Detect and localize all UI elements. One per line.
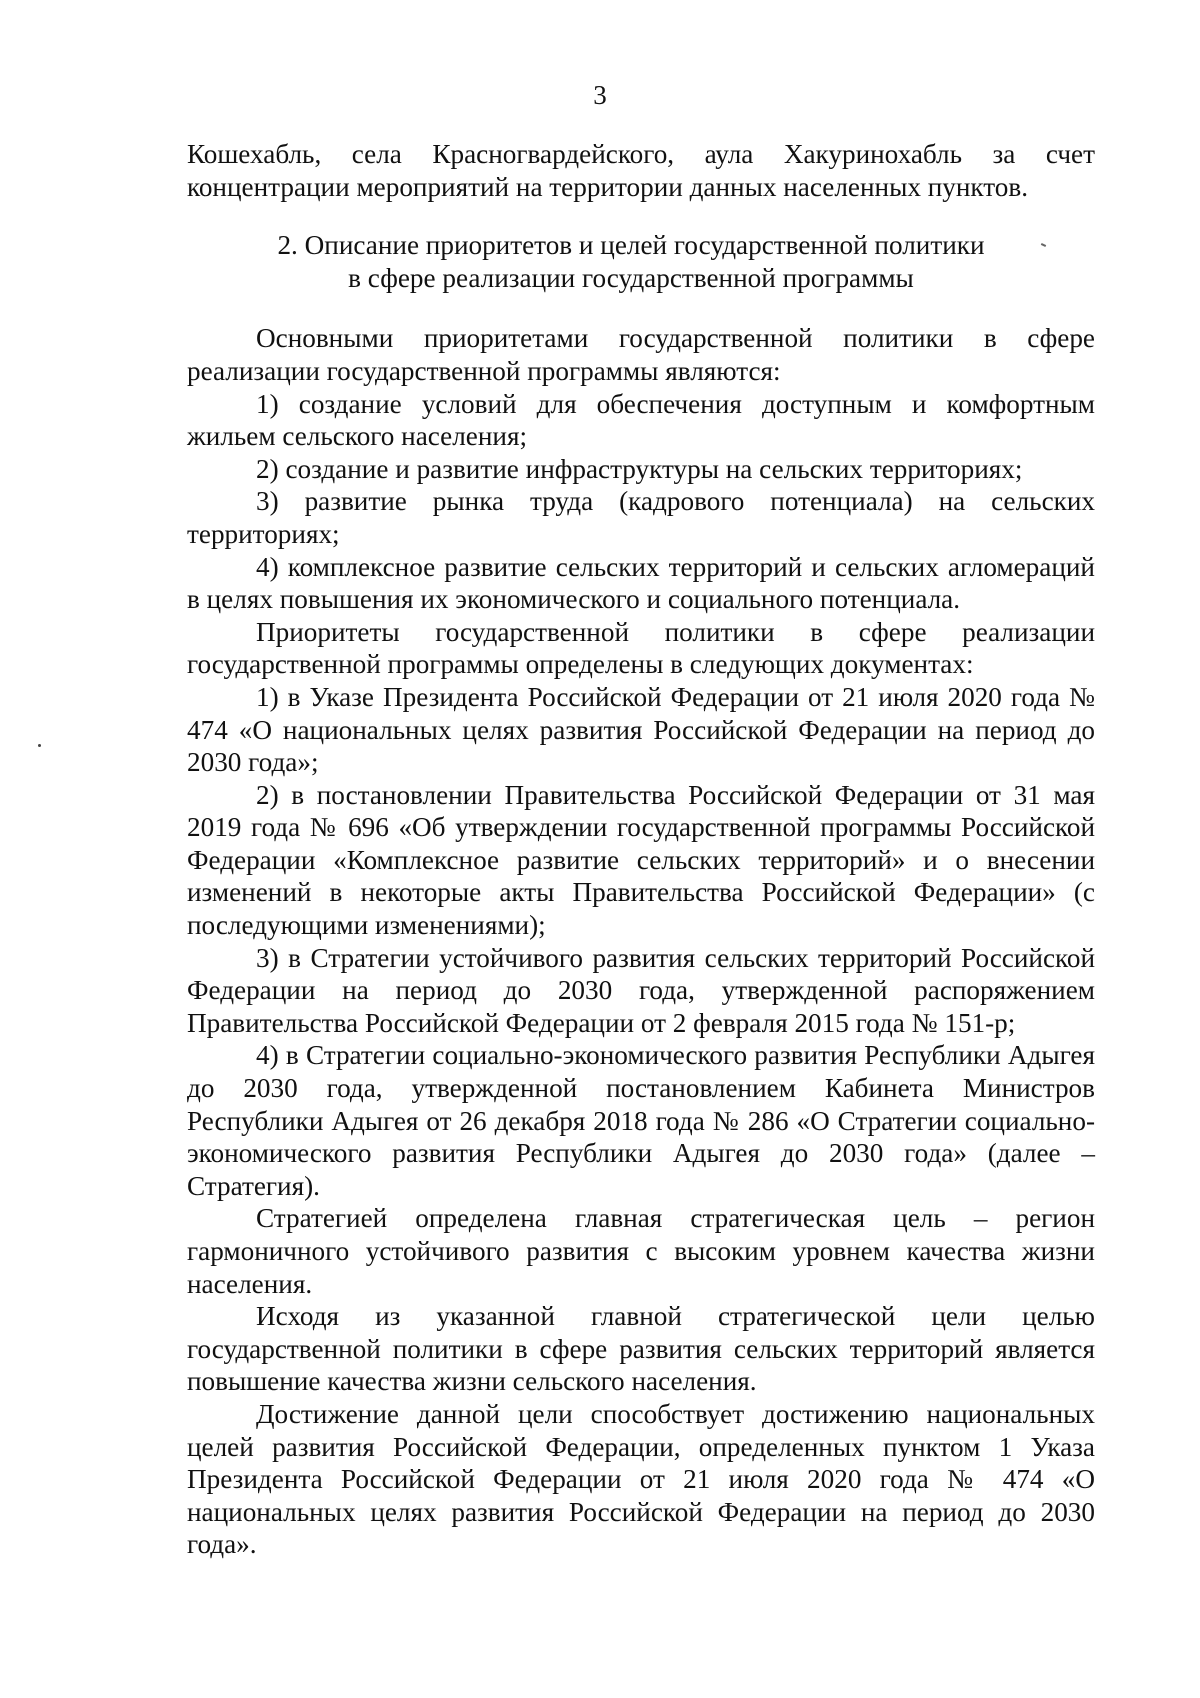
- document-item-1: 1) в Указе Президента Российской Федерации от 21 июля 2020 года № 474 «О национальных целях развития Российской Федерации на период до 2030 года»;: [187, 681, 1095, 778]
- paragraph-national-goals: Достижение данной цели способствует достижению национальных целей развития Российской Федерации, определенных пунктом 1 Указа Президента Российской Федерации от 21 июля 2020 года № 474 «О национальных целях развития Российской Федерации на период до 2030 года».: [187, 1398, 1095, 1560]
- section-heading-line-2: в сфере реализации государственной программы: [348, 262, 914, 293]
- section-heading: [187, 229, 1095, 294]
- intro-paragraph: Кошехабль, села Красногвардейского, аула Хакуринохабль за счет концентрации мероприятий на территории данных населенных пунктов.: [187, 139, 1095, 202]
- priority-item-4: 4) комплексное развитие сельских территорий и сельских агломераций в целях повышения их экономического и социального потенциала.: [187, 551, 1095, 615]
- paragraph-policy-goal: Исходя из указанной главной стратегической цели целью государственной политики в сфере развития сельских территорий является повышение качества жизни сельского населения.: [187, 1301, 1095, 1397]
- page-number: 3: [593, 80, 607, 110]
- priority-item-2: 2) создание и развитие инфраструктуры на сельских территориях;: [256, 453, 1023, 484]
- paragraph-documents-intro: Приоритеты государственной политики в сфере реализации государственной программы определены в следующих документах:: [187, 616, 1095, 680]
- priority-item-1: 1) создание условий для обеспечения доступным и комфортным жильем сельского населения;: [187, 388, 1095, 452]
- document-item-3: 3) в Стратегии устойчивого развития сельских территорий Российской Федерации на период до 2030 года, утвержденной распоряжением Правительства Российской Федерации от 2 февраля 2015 года № 151-р;: [187, 942, 1095, 1038]
- paragraph-strategic-goal: Стратегией определена главная стратегическая цель – регион гармоничного устойчивого развития с высоким уровнем качества жизни населения.: [187, 1203, 1095, 1299]
- document-item-4: 4) в Стратегии социально-экономического развития Республики Адыгея до 2030 года, утвержденной постановлением Кабинета Министров Республики Адыгея от 26 декабря 2018 года № 286 «О Стратегии социально-экономического развития Республики Адыгея до 2030 года» (далее – Стратегия).: [187, 1040, 1095, 1201]
- scan-dot: [38, 744, 41, 747]
- document-item-2: 2) в постановлении Правительства Российской Федерации от 31 мая 2019 года № 696 «Об утверждении государственной программы Российской Федерации «Комплексное развитие сельских территорий» и о внесении изменений в некоторые акты Правительства Российской Федерации» (с последующими изменениями);: [187, 779, 1095, 941]
- paragraph-priorities-intro: Основными приоритетами государственной политики в сфере реализации государственной программы являются:: [187, 323, 1095, 386]
- document-body: [187, 138, 1095, 1561]
- priority-item-3: 3) развитие рынка труда (кадрового потенциала) на сельских территориях;: [187, 486, 1095, 549]
- section-heading-line-1: 2. Описание приоритетов и целей государственной политики: [277, 230, 985, 261]
